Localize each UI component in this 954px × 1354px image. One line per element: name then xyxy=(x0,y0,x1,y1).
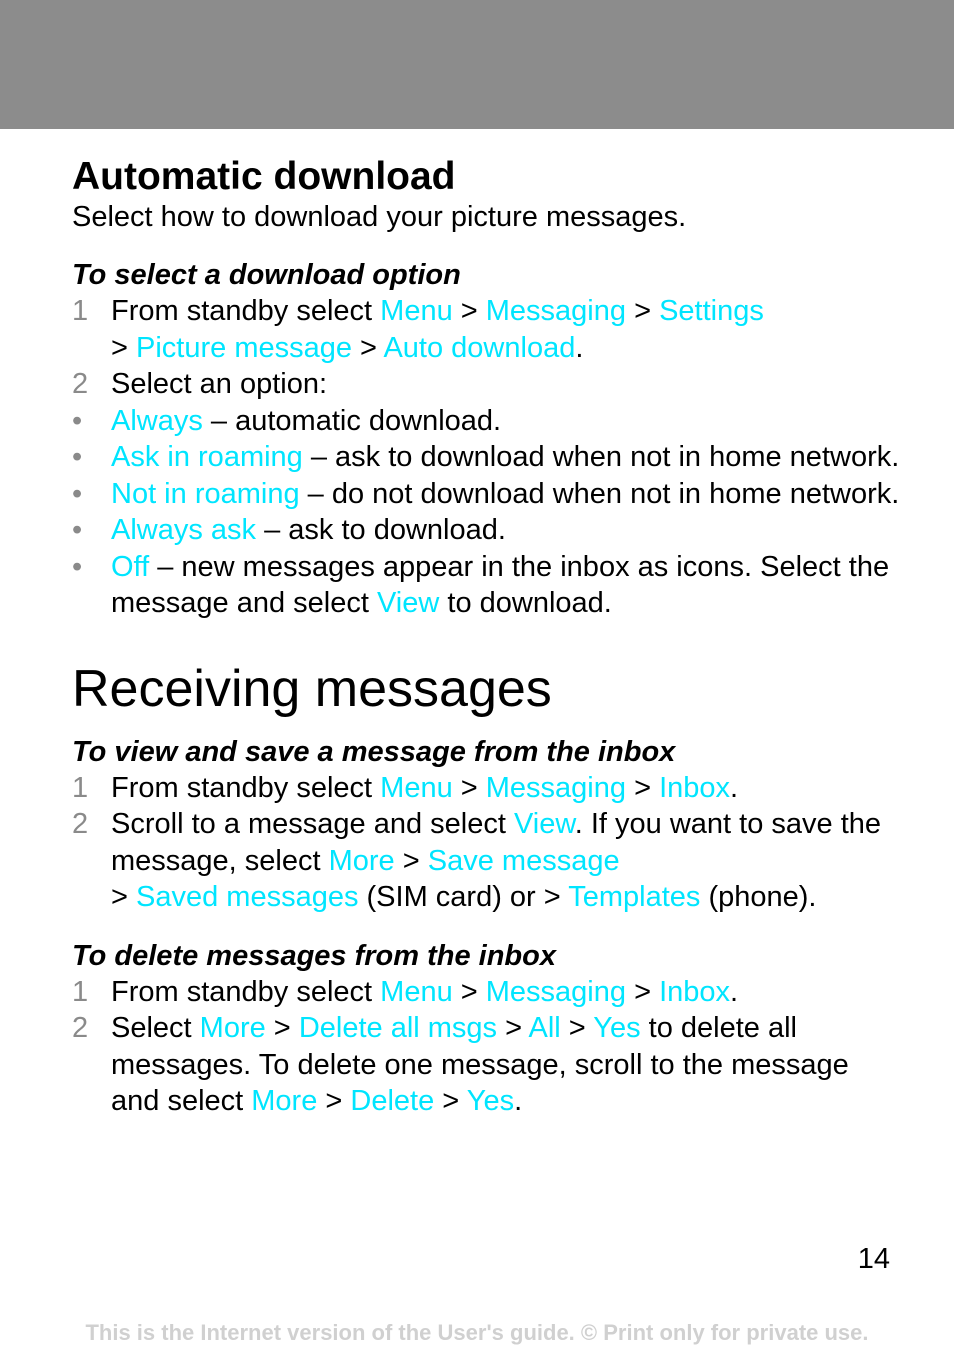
menu-path-yes: Yes xyxy=(593,1012,641,1044)
step-number: 2 xyxy=(72,1012,89,1044)
step-number: 1 xyxy=(72,771,89,804)
step-end: . xyxy=(575,331,584,364)
path-separator: > xyxy=(111,881,136,913)
section-intro: Select how to download your picture messages. xyxy=(72,201,687,233)
step-text: From standby select xyxy=(111,295,381,327)
path-separator: > xyxy=(560,1012,594,1044)
step-1 xyxy=(72,770,902,807)
path-separator: > xyxy=(265,1012,299,1044)
task-title-delete: To delete messages from the inbox xyxy=(72,939,556,972)
path-separator: > xyxy=(452,975,486,1008)
section-heading-automatic-download: Automatic download xyxy=(72,155,456,198)
menu-path-save-message: Save message xyxy=(427,844,620,877)
option-always-ask xyxy=(72,512,902,549)
menu-path-auto-download: Auto download xyxy=(383,331,576,364)
header-bar xyxy=(0,0,954,129)
menu-path-delete: Delete xyxy=(350,1085,435,1117)
step-2 xyxy=(72,1010,902,1120)
page-content xyxy=(72,155,902,1120)
bullet: • xyxy=(72,514,83,546)
step-2 xyxy=(72,806,902,916)
option-label: Ask in roaming xyxy=(111,441,303,473)
path-separator: > xyxy=(497,1012,529,1044)
footer-notice: This is the Internet version of the User's guide. © Print only for private use. xyxy=(85,1320,869,1345)
menu-path-menu: Menu xyxy=(380,975,453,1008)
path-separator: > xyxy=(626,975,660,1008)
step-number: 1 xyxy=(72,295,89,327)
option-label: Always ask xyxy=(111,514,257,546)
step-end: . xyxy=(514,1085,523,1117)
menu-path-settings: Settings xyxy=(659,295,764,327)
menu-path-more: More xyxy=(199,1012,266,1044)
option-ask-in-roaming xyxy=(72,439,902,476)
menu-path-messaging: Messaging xyxy=(485,975,627,1008)
step-end: . xyxy=(730,771,739,804)
step-number: 1 xyxy=(72,975,89,1008)
task-title-view-save: To view and save a message from the inbox xyxy=(72,735,676,768)
menu-path-messaging: Messaging xyxy=(485,771,627,804)
path-separator: > xyxy=(352,331,384,364)
menu-path-more: More xyxy=(251,1085,318,1117)
path-separator: > xyxy=(626,295,660,327)
menu-path-delete-all-msgs: Delete all msgs xyxy=(298,1012,498,1044)
option-description: – ask to download. xyxy=(256,514,506,546)
step-1 xyxy=(72,293,902,366)
menu-path-view: View xyxy=(513,808,575,840)
bullet: • xyxy=(72,404,83,437)
path-separator: > xyxy=(111,331,136,364)
option-label: Off xyxy=(111,550,150,583)
bullet: • xyxy=(72,477,83,510)
option-description: – ask to download when not in home network. xyxy=(302,441,900,473)
menu-path-view: View xyxy=(376,587,440,619)
step-text: From standby select xyxy=(111,771,381,804)
option-description: – automatic download. xyxy=(202,404,502,437)
option-label: Not in roaming xyxy=(111,477,300,510)
path-separator: > xyxy=(452,295,486,327)
bullet: • xyxy=(72,550,83,583)
menu-path-menu: Menu xyxy=(380,771,453,804)
option-always xyxy=(72,403,902,440)
step-number: 2 xyxy=(72,808,89,840)
menu-path-inbox: Inbox xyxy=(659,975,731,1008)
path-separator: > xyxy=(452,771,486,804)
path-separator: > xyxy=(434,1085,467,1117)
menu-path-all: All xyxy=(528,1012,561,1044)
bullet: • xyxy=(72,441,83,473)
step-2 xyxy=(72,366,902,403)
step-number: 2 xyxy=(72,368,89,400)
path-separator: > xyxy=(626,771,660,804)
option-description: – do not download when not in home network. xyxy=(299,477,900,510)
chapter-heading-receiving-messages: Receiving messages xyxy=(72,659,552,718)
step-text: . If you want to save the message, select xyxy=(111,808,882,877)
option-off xyxy=(72,549,902,622)
menu-path-templates: Templates xyxy=(568,881,701,913)
path-separator: > xyxy=(317,1085,351,1117)
step-1 xyxy=(72,974,902,1011)
menu-path-inbox: Inbox xyxy=(659,771,731,804)
menu-path-yes: Yes xyxy=(466,1085,515,1117)
page-number: 14 xyxy=(857,1243,890,1275)
menu-path-messaging: Messaging xyxy=(485,295,627,327)
step-text: (SIM card) or > xyxy=(358,881,569,913)
menu-path-picture-message: Picture message xyxy=(136,331,352,364)
step-text: Scroll to a message and select xyxy=(111,808,514,840)
option-label: Always xyxy=(111,404,203,437)
option-not-in-roaming xyxy=(72,476,902,513)
menu-path-saved-messages: Saved messages xyxy=(136,881,359,913)
option-description-end: to download. xyxy=(439,587,612,619)
option-description: – new messages appear in the inbox as icons. Select the message and select xyxy=(111,550,890,619)
path-separator: > xyxy=(394,844,428,877)
menu-path-more: More xyxy=(328,844,395,877)
step-text: Select xyxy=(111,1012,200,1044)
step-end: . xyxy=(730,975,739,1008)
step-text: From standby select xyxy=(111,975,381,1008)
step-text: to delete all messages. To delete one message, scroll to the message and select xyxy=(111,1012,849,1117)
step-end: (phone). xyxy=(700,881,817,913)
step-text: Select an option: xyxy=(111,368,328,400)
menu-path-menu: Menu xyxy=(380,295,453,327)
task-title-download-option: To select a download option xyxy=(72,259,461,291)
